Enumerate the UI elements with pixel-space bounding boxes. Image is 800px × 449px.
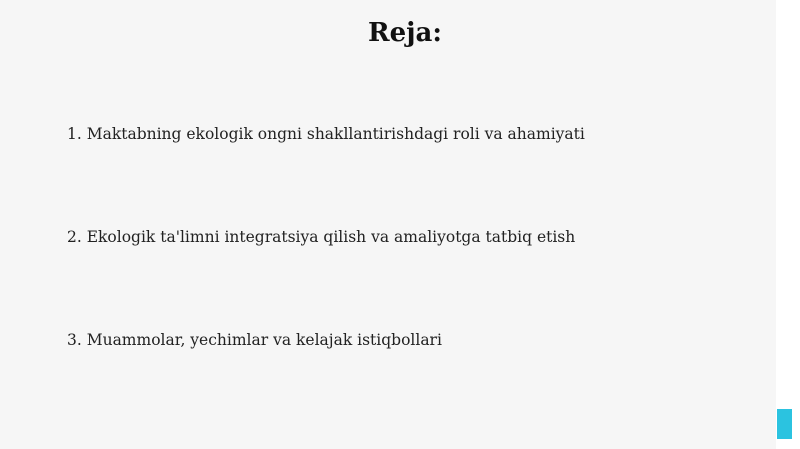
slide-title: Reja: — [367, 18, 442, 48]
plan-item-2: 2. Ekologik ta'limni integratsiya qilish va amaliyotga tatbiq etish — [67, 228, 576, 246]
plan-item-1: 1. Maktabning ekologik ongni shakllantirishdagi roli va ahamiyati — [67, 125, 585, 143]
scrollbar-thumb[interactable] — [777, 409, 792, 439]
plan-item-3: 3. Muammolar, yechimlar va kelajak istiqbollari — [67, 331, 442, 349]
scrollbar-track[interactable] — [776, 0, 800, 449]
